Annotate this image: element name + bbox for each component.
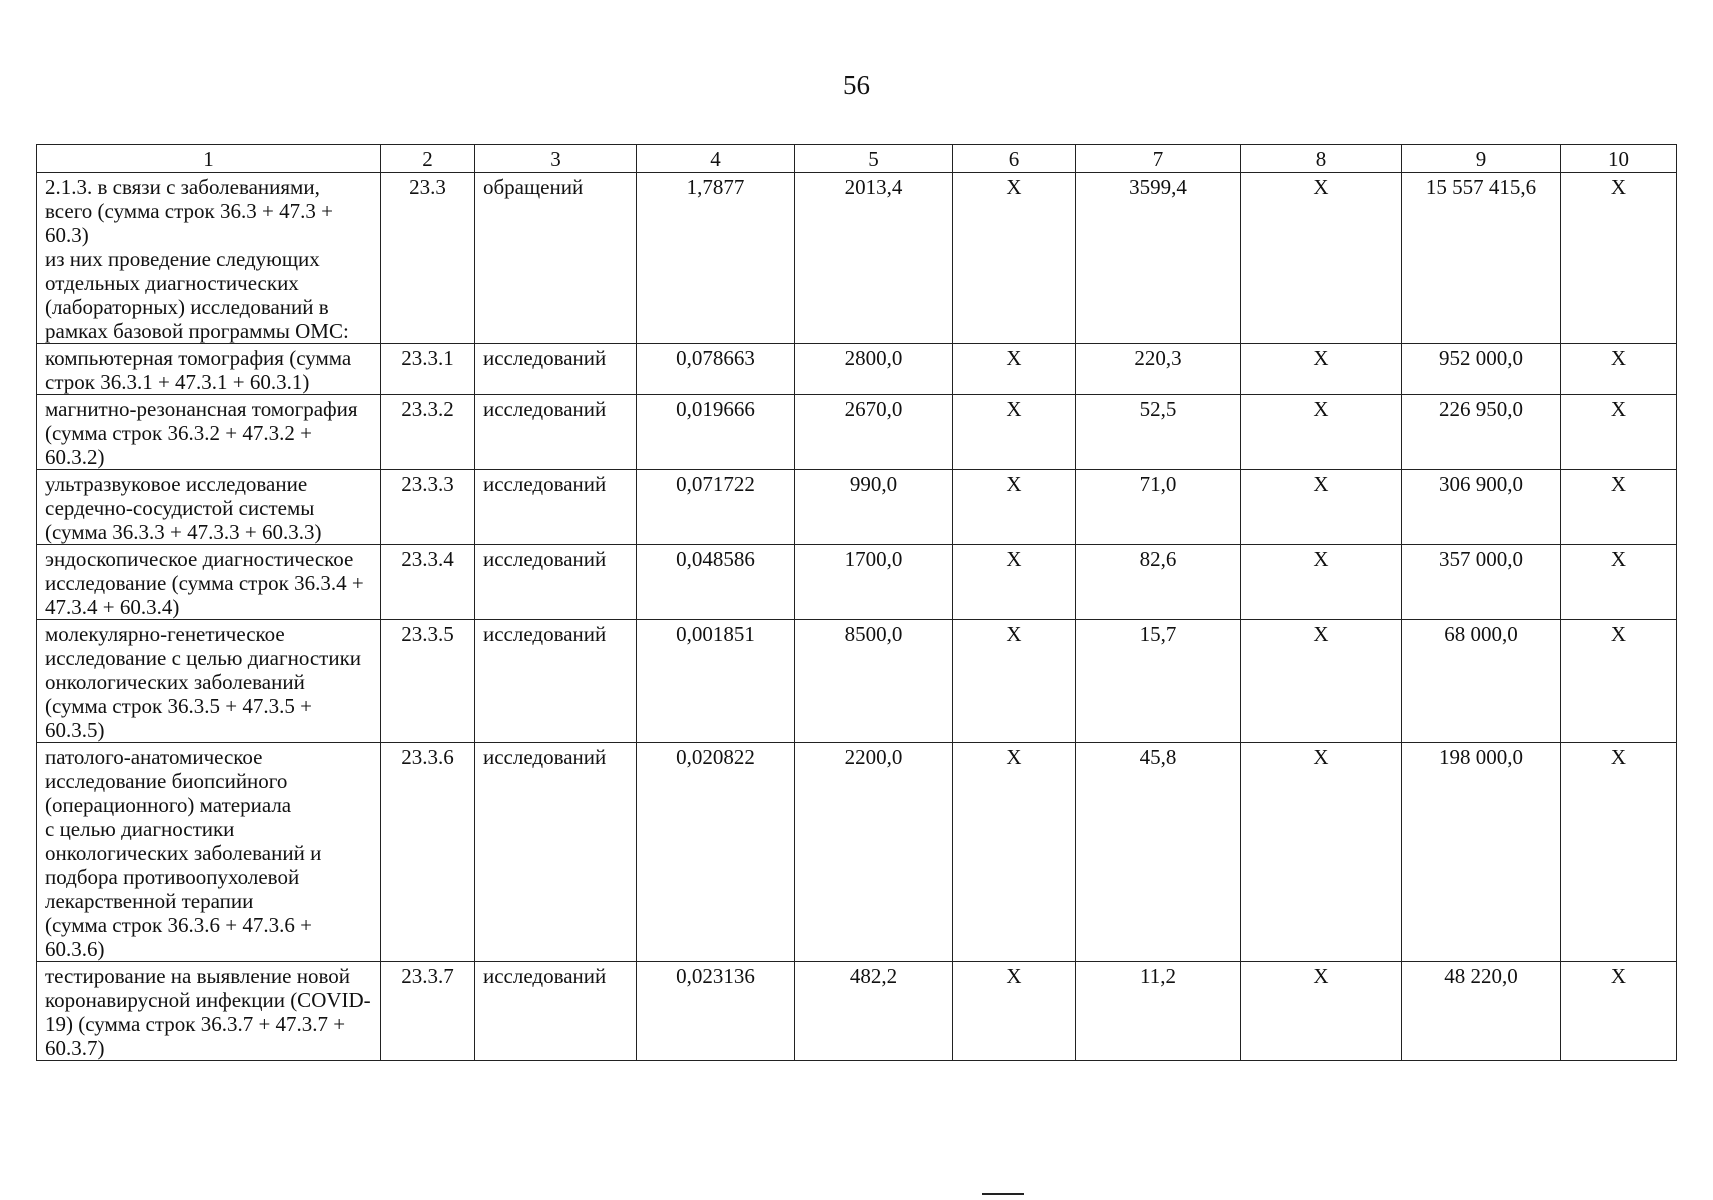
row-col10-cell: X — [1561, 545, 1677, 620]
row-name-cell: магнитно-резонансная томография (сумма строк 36.3.2 + 47.3.2 + 60.3.2) — [37, 395, 381, 470]
row-col9-cell: 15 557 415,6 — [1402, 173, 1561, 344]
header-row — [37, 145, 1677, 173]
row-col6-cell: X — [953, 173, 1076, 344]
row-name-cell: 2.1.3. в связи с заболеваниями, всего (сумма строк 36.3 + 47.3 + 60.3) из них проведение следующих отдельных диагностических (лабораторных) исследований в рамках базовой программы ОМС: — [37, 173, 381, 344]
row-col8-cell: X — [1241, 470, 1402, 545]
row-col5-cell: 2013,4 — [795, 173, 953, 344]
footer-mark — [982, 1193, 1024, 1195]
row-col6-cell: X — [953, 743, 1076, 962]
row-col4-cell: 0,001851 — [637, 620, 795, 743]
column-header: 5 — [795, 145, 953, 173]
table-row — [37, 743, 1677, 962]
row-name-cell: патолого-анатомическое исследование биопсийного (операционного) материала с целью диагностики онкологических заболеваний и подбора противоопухолевой лекарственной терапии (сумма строк 36.3.6 + 47.3.6 + 60.3.6) — [37, 743, 381, 962]
row-col7-cell: 3599,4 — [1076, 173, 1241, 344]
page-number: 56 — [843, 70, 870, 100]
row-col4-cell: 0,048586 — [637, 545, 795, 620]
row-unit-cell: исследований — [475, 962, 637, 1061]
row-unit-cell: исследований — [475, 545, 637, 620]
row-col4-cell: 0,071722 — [637, 470, 795, 545]
row-col7-cell: 45,8 — [1076, 743, 1241, 962]
row-col10-cell: X — [1561, 470, 1677, 545]
row-name-cell: тестирование на выявление новой коронавирусной инфекции (COVID-19) (сумма строк 36.3.7 + 47.3.7 + 60.3.7) — [37, 962, 381, 1061]
row-code-cell: 23.3 — [381, 173, 475, 344]
row-col7-cell: 71,0 — [1076, 470, 1241, 545]
row-col4-cell: 0,019666 — [637, 395, 795, 470]
row-col9-cell: 357 000,0 — [1402, 545, 1561, 620]
column-header: 6 — [953, 145, 1076, 173]
column-header: 9 — [1402, 145, 1561, 173]
row-col10-cell: X — [1561, 962, 1677, 1061]
row-col8-cell: X — [1241, 395, 1402, 470]
row-unit-cell: обращений — [475, 173, 637, 344]
row-code-cell: 23.3.1 — [381, 344, 475, 395]
table-row — [37, 470, 1677, 545]
row-col5-cell: 1700,0 — [795, 545, 953, 620]
column-header: 7 — [1076, 145, 1241, 173]
row-col8-cell: X — [1241, 545, 1402, 620]
row-name-cell: эндоскопическое диагностическое исследование (сумма строк 36.3.4 + 47.3.4 + 60.3.4) — [37, 545, 381, 620]
table-row — [37, 620, 1677, 743]
row-col6-cell: X — [953, 470, 1076, 545]
row-name-cell: компьютерная томография (сумма строк 36.3.1 + 47.3.1 + 60.3.1) — [37, 344, 381, 395]
row-col4-cell: 0,023136 — [637, 962, 795, 1061]
table-row — [37, 344, 1677, 395]
column-header: 4 — [637, 145, 795, 173]
table-row — [37, 173, 1677, 344]
row-col4-cell: 0,020822 — [637, 743, 795, 962]
table-row — [37, 962, 1677, 1061]
row-col5-cell: 2670,0 — [795, 395, 953, 470]
row-col8-cell: X — [1241, 743, 1402, 962]
row-code-cell: 23.3.4 — [381, 545, 475, 620]
table-row — [37, 395, 1677, 470]
row-col5-cell: 990,0 — [795, 470, 953, 545]
row-col5-cell: 2200,0 — [795, 743, 953, 962]
row-col4-cell: 1,7877 — [637, 173, 795, 344]
row-code-cell: 23.3.6 — [381, 743, 475, 962]
row-col7-cell: 52,5 — [1076, 395, 1241, 470]
row-code-cell: 23.3.2 — [381, 395, 475, 470]
row-col6-cell: X — [953, 344, 1076, 395]
row-col10-cell: X — [1561, 620, 1677, 743]
row-col9-cell: 198 000,0 — [1402, 743, 1561, 962]
row-col7-cell: 15,7 — [1076, 620, 1241, 743]
row-col5-cell: 8500,0 — [795, 620, 953, 743]
data-table — [36, 144, 1677, 1061]
row-col8-cell: X — [1241, 344, 1402, 395]
row-col10-cell: X — [1561, 743, 1677, 962]
row-col6-cell: X — [953, 545, 1076, 620]
row-col4-cell: 0,078663 — [637, 344, 795, 395]
row-name-cell: ультразвуковое исследование сердечно-сосудистой системы (сумма 36.3.3 + 47.3.3 + 60.3.3) — [37, 470, 381, 545]
row-code-cell: 23.3.5 — [381, 620, 475, 743]
row-col7-cell: 220,3 — [1076, 344, 1241, 395]
table-row — [37, 545, 1677, 620]
column-header: 3 — [475, 145, 637, 173]
row-col6-cell: X — [953, 620, 1076, 743]
row-col7-cell: 82,6 — [1076, 545, 1241, 620]
table-body — [37, 173, 1677, 1061]
row-col8-cell: X — [1241, 962, 1402, 1061]
column-header: 1 — [37, 145, 381, 173]
row-col5-cell: 482,2 — [795, 962, 953, 1061]
row-col8-cell: X — [1241, 620, 1402, 743]
row-col7-cell: 11,2 — [1076, 962, 1241, 1061]
row-col9-cell: 48 220,0 — [1402, 962, 1561, 1061]
row-col9-cell: 226 950,0 — [1402, 395, 1561, 470]
column-header: 2 — [381, 145, 475, 173]
row-col10-cell: X — [1561, 173, 1677, 344]
row-name-cell: молекулярно-генетическое исследование с целью диагностики онкологических заболеваний (сумма строк 36.3.5 + 47.3.5 + 60.3.5) — [37, 620, 381, 743]
row-col9-cell: 306 900,0 — [1402, 470, 1561, 545]
row-col9-cell: 952 000,0 — [1402, 344, 1561, 395]
row-col9-cell: 68 000,0 — [1402, 620, 1561, 743]
row-unit-cell: исследований — [475, 395, 637, 470]
row-col6-cell: X — [953, 395, 1076, 470]
row-col5-cell: 2800,0 — [795, 344, 953, 395]
row-unit-cell: исследований — [475, 470, 637, 545]
row-unit-cell: исследований — [475, 620, 637, 743]
row-col8-cell: X — [1241, 173, 1402, 344]
row-col6-cell: X — [953, 962, 1076, 1061]
row-col10-cell: X — [1561, 395, 1677, 470]
column-header: 10 — [1561, 145, 1677, 173]
row-col10-cell: X — [1561, 344, 1677, 395]
row-unit-cell: исследований — [475, 344, 637, 395]
row-code-cell: 23.3.3 — [381, 470, 475, 545]
row-code-cell: 23.3.7 — [381, 962, 475, 1061]
row-unit-cell: исследований — [475, 743, 637, 962]
column-header: 8 — [1241, 145, 1402, 173]
